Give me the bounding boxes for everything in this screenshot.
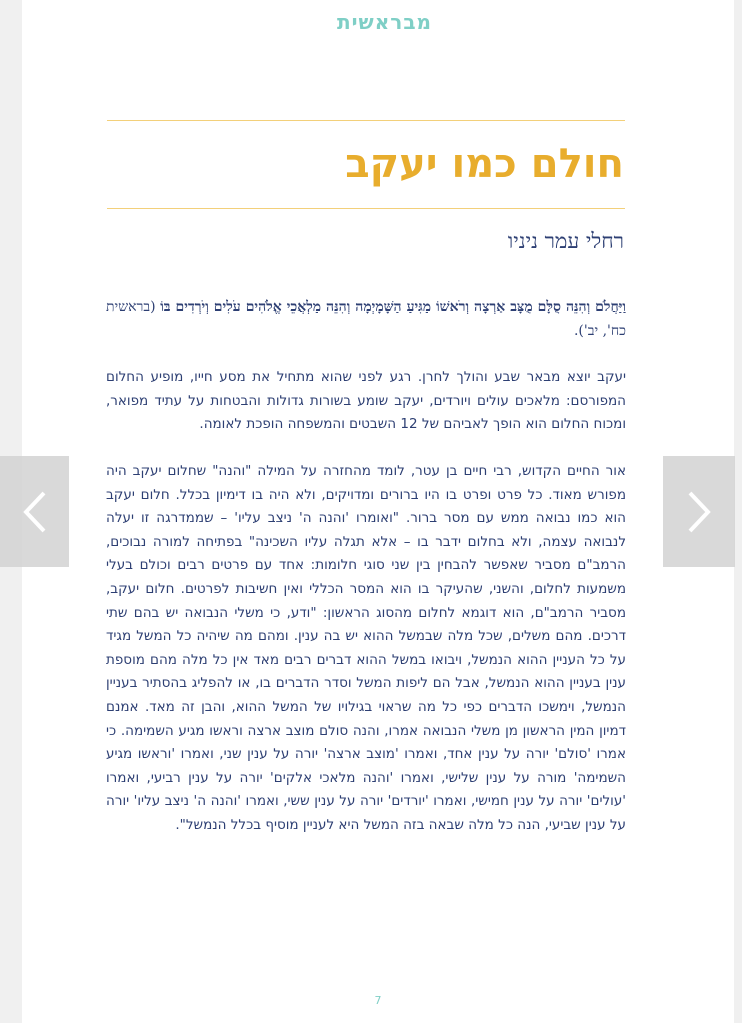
document-page (22, 0, 734, 1023)
article-author: רחלי עמר ניניו (507, 229, 624, 253)
title-divider (107, 208, 625, 209)
verse-source: (בראשית כח', יב'). (106, 299, 626, 339)
paragraph-2: אור החיים הקדוש, רבי חיים בן עטר, לומד מהחזרה על המילה "והנה" שחלום יעקב היה מפורש מאוד. כל פרט ופרט בו היו ברורים ומדויקים, ולא היה בו דימיון בכלל. חלום יעקב הוא כמו נבואה ממש עם מסר ברור. "ואומרו 'והנה ה' ניצב עליו' – שממדרגה זו יעלה לנבואה עצמה, ולא בחלום ידבר בו – אלא תגלה עליו השכינה" בפתיחה למורה נבוכים, הרמב"ם מסביר שאפשר להבחין בין שני סוגי חלומות: אחד עם פרטים רבים וכולם בעלי משמעות לחלום, והשני, שהעיקר בו הוא המסר הכללי ואין חשיבות לפרטים. חלום יעקב, מסביר הרמב"ם, הוא דוגמא לחלום מהסוג הראשון: "ודע, כי משלי הנבואה יש בהם שתי דרכים. מהם משלים, שכל מלה שבמשל ההוא יש בה ענין. ומהם מה שיהיה כל המשל מגיד על כל העניין ההוא הנמשל, ויבואו במשל ההוא דברים רבים מאד אין כל מלה מהם מוספת ענין בעניין ההוא הנמשל, אבל הם ליפות המשל וסדר הדברים בו, או להפליג בהסתיר בעניין הנמשל, וימשכו הדברים כפי כל מה שראוי בגילויו של המשל ההוא, והבן זה מאד. אמנם דמיון המין הראשון מן משלי הנבואה אמרו, והנה סולם מוצב ארצה וראשו מגיע השמימה. כי אמרו 'סולם' יורה על ענין אחד, ואמרו 'מוצב ארצה' יורה על ענין שני, ואמרו 'וראשו מגיע השמימה' מורה על ענין שלישי, ואמרו 'והנה מלאכי אלקים' יורה על ענין רביעי, ואמרו 'עולים' יורה על ענין חמישי, ואמרו 'יורדים' יורה על ענין ששי, ואמרו 'והנה ה' ניצב עליו' יורה על ענין שביעי, הנה כל מלה שבאה בזה המשל היא לעניין מוסיף בכלל הנמשל". (106, 462, 626, 833)
top-divider (107, 120, 625, 121)
verse-text: וַיַּחֲלֹם וְהִנֵּה סֻלָּם מֻצָּב אַרְצָה וְרֹאשׁוֹ מַגִּיעַ הַשָּׁמָיְמָה וְהִנֵּה מַלְאֲכֵי אֱלֹהִים עֹלִים וְיֹרְדִים בּוֹ (160, 299, 627, 315)
article-body (106, 296, 626, 860)
chevron-left-icon (22, 490, 48, 534)
paragraph-1: יעקב יוצא מבאר שבע והולך לחרן. רגע לפני שהוא מתחיל את מסע חייו, מופיע החלום המפורסם: מלאכים עולים ויורדים, יעקב שומע בשורות גדולות והבטחות על עתיד מפואר, ומכוח החלום הוא הופך לאביהם של 12 השבטים והמשפחה הופכת לאומה. (106, 369, 626, 433)
article-title: חולם כמו יעקב (345, 141, 624, 187)
chevron-right-icon (686, 490, 712, 534)
brand-logo: מבראשית (337, 10, 432, 34)
verse-quote (106, 296, 626, 343)
page-number: 7 (374, 994, 382, 1007)
previous-page-button[interactable] (0, 456, 69, 567)
next-page-button[interactable] (663, 456, 735, 567)
